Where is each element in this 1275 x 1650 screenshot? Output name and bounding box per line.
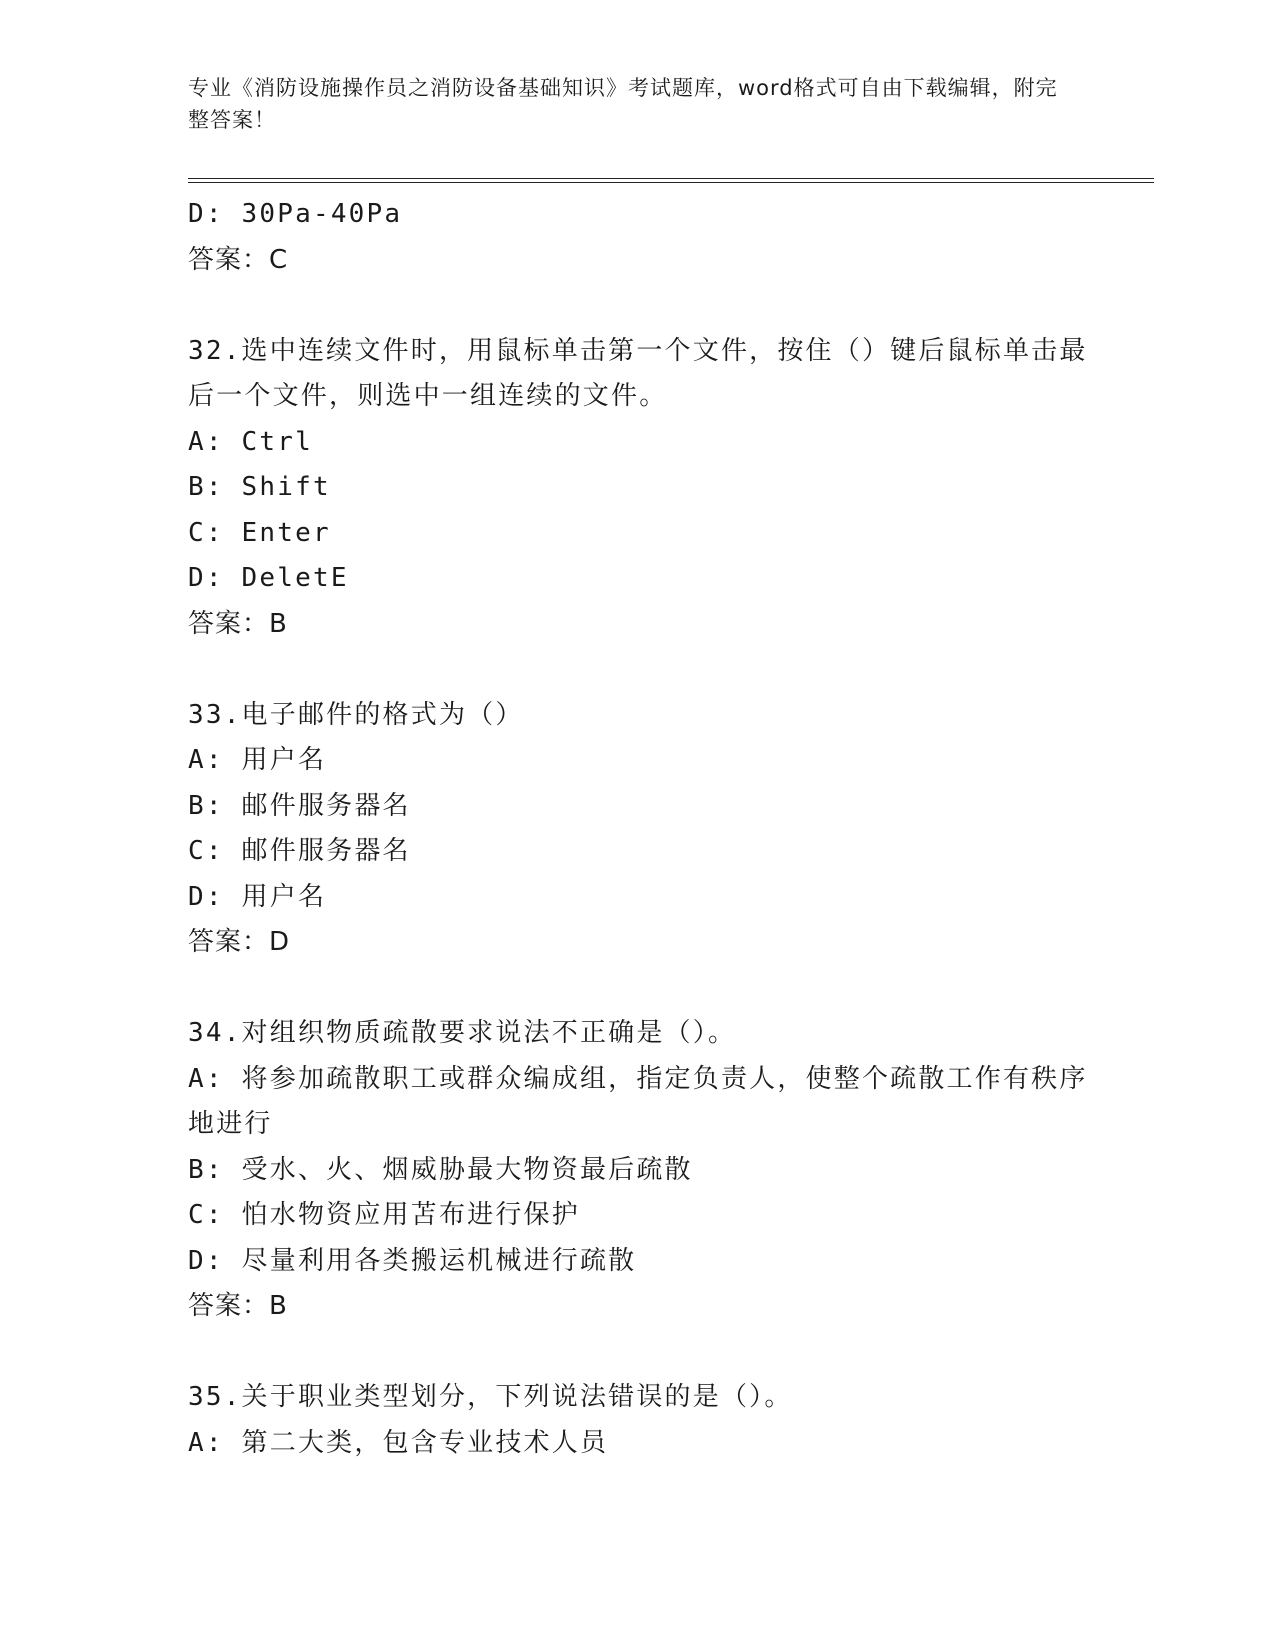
question-32-option-c: C: Enter [188, 517, 331, 548]
question-35-stem: 35.关于职业类型划分，下列说法错误的是（）。 [188, 1382, 793, 1412]
spacer [188, 283, 1088, 329]
question-content [188, 192, 1088, 1466]
question-33-option-a: A: 用户名 [188, 745, 327, 775]
question-33-option-b: B: 邮件服务器名 [188, 790, 411, 821]
question-33-option-c: C: 邮件服务器名 [188, 836, 411, 866]
question-34-answer: 答案：B [188, 1291, 288, 1321]
answer-line: 答案：C [188, 244, 289, 275]
question-34-option-c: C: 怕水物资应用苫布进行保护 [188, 1200, 580, 1230]
question-32-answer: 答案：B [188, 608, 288, 639]
question-34-option-d: D: 尽量利用各类搬运机械进行疏散 [188, 1245, 637, 1276]
option-d: D: 30Pa-40Pa [188, 199, 403, 229]
question-34-stem: 34.对组织物质疏散要求说法不正确是（）。 [188, 1018, 737, 1048]
page-header: 专业《消防设施操作员之消防设备基础知识》考试题库，word格式可自由下载编辑，附完整答案！ [188, 76, 1058, 132]
question-34-option-a: A: 将参加疏散职工或群众编成组，指定负责人，使整个疏散工作有秩序地进行 [188, 1063, 1088, 1139]
question-32-option-d: D: DeletE [188, 563, 349, 593]
spacer [188, 1330, 1088, 1376]
header-divider-top [188, 178, 1154, 179]
question-33-option-d: D: 用户名 [188, 881, 327, 912]
spacer [188, 647, 1088, 693]
question-33-stem: 33.电子邮件的格式为（） [188, 699, 524, 730]
question-34-option-b: B: 受水、火、烟威胁最大物资最后疏散 [188, 1154, 693, 1185]
question-35-option-a: A: 第二大类，包含专业技术人员 [188, 1427, 609, 1458]
spacer [188, 966, 1088, 1012]
question-33-answer: 答案：D [188, 927, 291, 957]
question-32-option-a: A: Ctrl [188, 426, 313, 457]
question-32-option-b: B: Shift [188, 472, 331, 502]
header-divider-bottom [188, 182, 1154, 183]
question-32-stem: 32.选中连续文件时，用鼠标单击第一个文件，按住（）键后鼠标单击最后一个文件，则选中一组连续的文件。 [188, 335, 1088, 411]
